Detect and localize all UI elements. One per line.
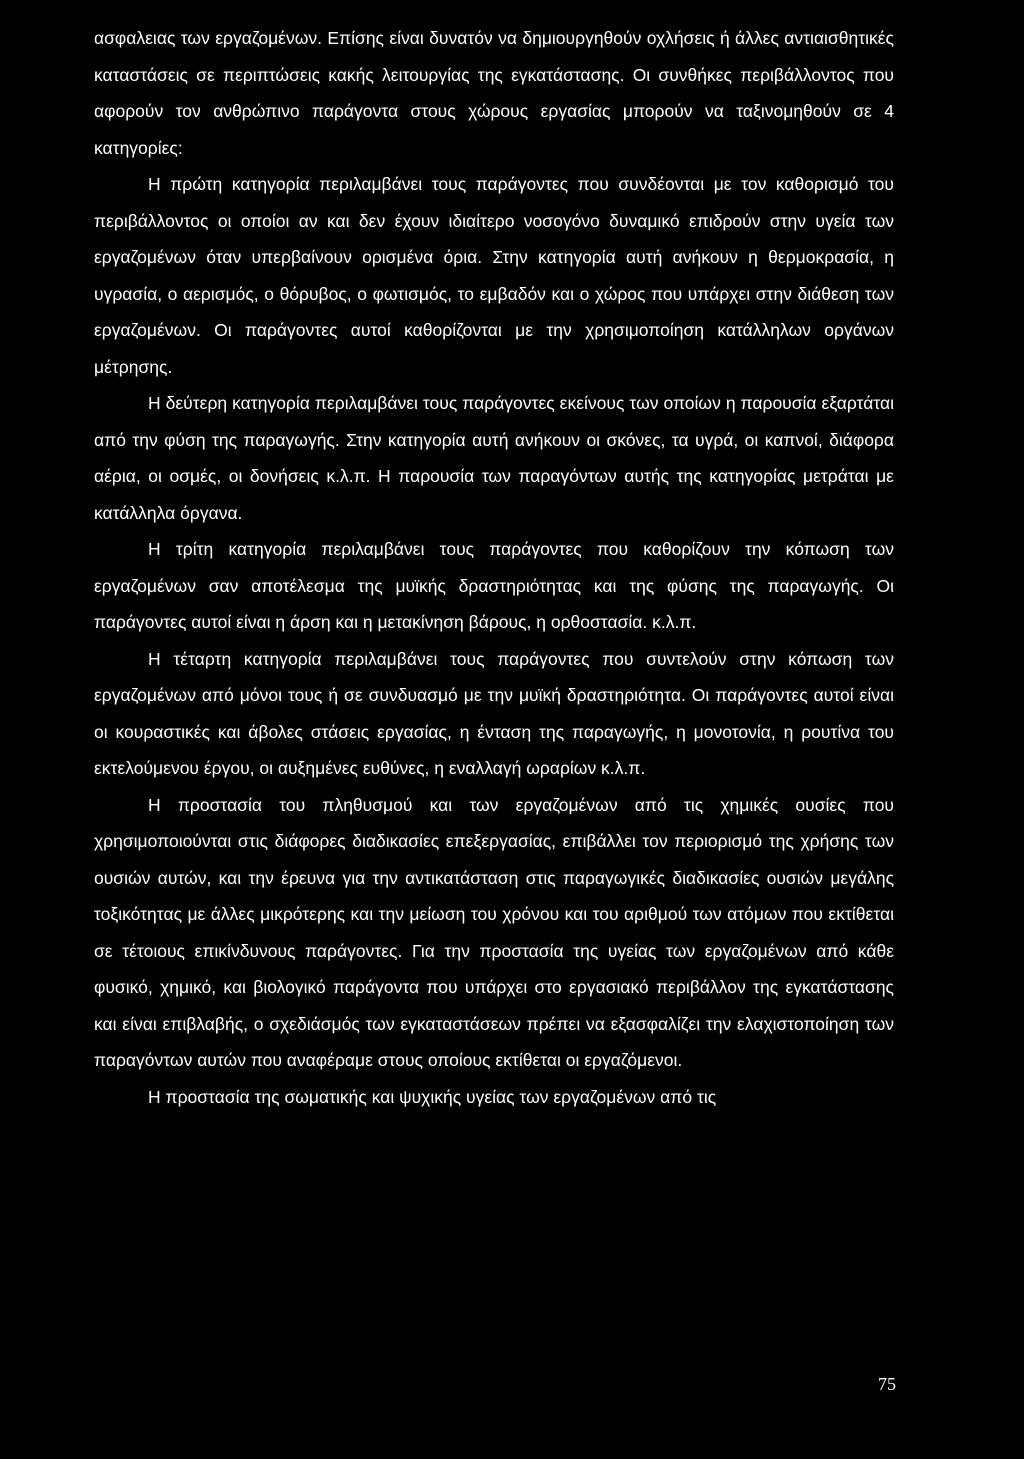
paragraph-chemical-protection: Η προστασία του πληθυσμού και των εργαζομένων από τις χημικές ουσίες που χρησιμοποιούνται στις διάφορες διαδικασίες επεξεργασίας, επιβάλλει τον περιορισμό της χρήσης των ουσιών αυτών, και την έρευνα για την αντικατάσταση στις παραγωγικές διαδικασίες ουσιών μεγάλης τοξικότητας με άλλες μικρότερης και την μείωση του χρόνου και του αριθμού των ατόμων που εκτίθεται σε τέτοιους επικίνδυνους παράγοντες. Για την προστασία της υγείας των εργαζομένων από κάθε φυσικό, χημικό, και βιολογικό παράγοντα που υπάρχει στο εργασιακό περιβάλλον της εγκατάστασης και είναι επιβλαβής, ο σχεδιάσμός των εγκαταστάσεων πρέπει να εξασφαλίζει την ελαχιστοποίηση των παραγόντων αυτών που αναφέραμε στους οποίους εκτίθεται οι εργαζόμενοι. [94,794,894,1070]
paragraph-intro: ασφαλειας των εργαζομένων. Επίσης είναι δυνατόν να δημιουργηθούν οχλήσεις ή άλλες αντιαισθητικές καταστάσεις σε περιπτώσεις κακής λειτουργίας της εγκατάστασης. Οι συνθήκες περιβάλλοντος που αφορούν τον ανθρώπινο παράγοντα στους χώρους εργασίας μπορούν να ταξινομηθούν σε 4 κατηγορίες: [94,28,894,158]
paragraph-category-3: Η τρίτη κατηγορία περιλαμβάνει τους παράγοντες που καθορίζουν την κόπωση των εργαζομένων σαν αποτέλεσμα της μυϊκής δραστηριότητας και της φύσης της παραγωγής. Οι παράγοντες αυτοί είναι η άρση και η μετακίνηση βάρους, η ορθοστασία. κ.λ.π. [94,539,894,632]
paragraph-category-4: Η τέταρτη κατηγορία περιλαμβάνει τους παράγοντες που συντελούν στην κόπωση των εργαζομένων από μόνοι τους ή σε συνδυασμό με την μυϊκή δραστηριότητα. Οι παράγοντες αυτοί είναι οι κουραστικές και άβολες στάσεις εργασίας, η ένταση της παραγωγής, η μονοτονία, η ρουτίνα του εκτελούμενου έργου, οι αυξημένες ευθύνες, η εναλλαγή ωραρίων κ.λ.π. [94,648,894,778]
page-number: 75 [878,1374,896,1394]
paragraph-category-2: Η δεύτερη κατηγορία περιλαμβάνει τους παράγοντες εκείνους των οποίων η παρουσία εξαρτάται από την φύση της παραγωγής. Στην κατηγορία αυτή ανήκουν οι σκόνες, τα υγρά, οι καπνοί, διάφορα αέρια, οι οσμές, οι δονήσεις κ.λ.π. Η παρουσία των παραγόντων αυτής της κατηγορίας μετράται με κατάλληλα όργανα. [94,393,894,523]
document-body [94,20,894,1115]
paragraph-health-protection: Η προστασία της σωματικής και ψυχικής υγείας των εργαζομένων από τις [148,1086,717,1107]
paragraph-category-1: Η πρώτη κατηγορία περιλαμβάνει τους παράγοντες που συνδέονται με τον καθορισμό του περιβάλλοντος οι οποίοι αν και δεν έχουν ιδιαίτερο νοσογόνο δυναμικό επιδρούν στην υγεία των εργαζομένων όταν υπερβαίνουν ορισμένα όρια. Στην κατηγορία αυτή ανήκουν η θερμοκρασία, η υγρασία, ο αερισμός, ο θόρυβος, ο φωτισμός, το εμβαδόν και ο χώρος που υπάρχει στην διάθεση των εργαζομένων. Οι παράγοντες αυτοί καθορίζονται με την χρησιμοποίηση κατάλληλων οργάνων μέτρησης. [94,174,894,377]
